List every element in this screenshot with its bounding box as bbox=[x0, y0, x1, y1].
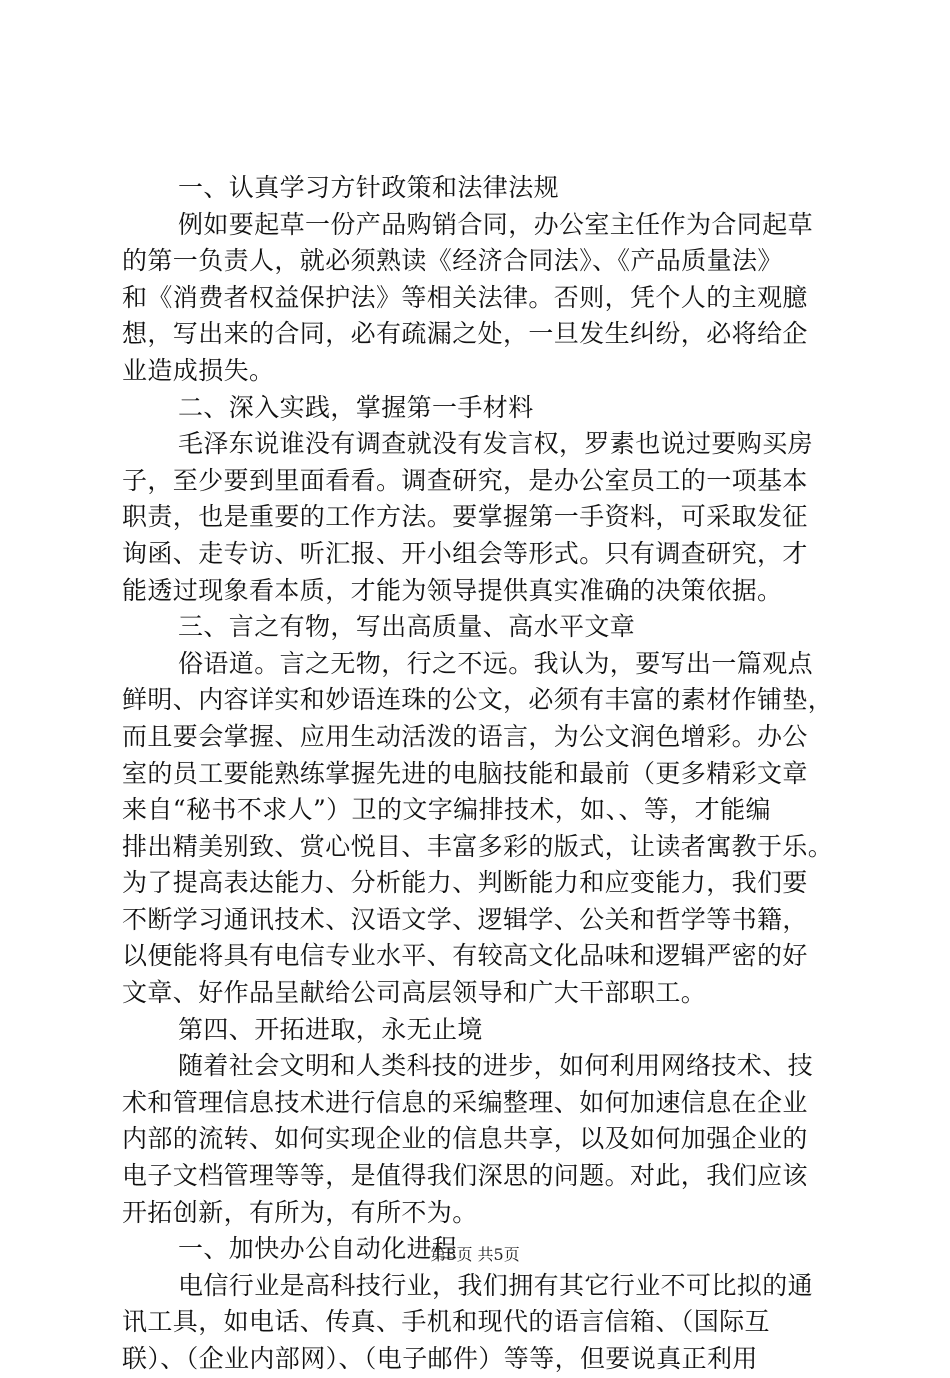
paragraph-line-first: 俗语道。言之无物，行之不远。我认为，要写出一篇观点 bbox=[178, 648, 814, 678]
paragraph-line: 为了提高表达能力、分析能力、判断能力和应变能力，我们要 bbox=[122, 868, 808, 898]
paragraph-line-first: 第四、开拓进取，永无止境 bbox=[178, 1014, 483, 1044]
paragraph-line-first: 三、言之有物，写出高质量、高水平文章 bbox=[178, 612, 636, 642]
paragraph-line-first: 电信行业是高科技行业，我们拥有其它行业不可比拟的通 bbox=[178, 1270, 814, 1300]
paragraph-line: 鲜明、内容详实和妙语连珠的公文，必须有丰富的素材作铺垫， bbox=[122, 685, 834, 715]
paragraph-line-first: 一、认真学习方针政策和法律法规 bbox=[178, 173, 560, 202]
paragraph-line: 职责，也是重要的工作方法。要掌握第一手资料，可采取发征 bbox=[122, 502, 808, 532]
paragraph-line-first: 一、加快办公自动化进程 bbox=[178, 1234, 458, 1264]
paragraph-line-first: 随着社会文明和人类科技的进步，如何利用网络技术、技 bbox=[178, 1051, 814, 1081]
paragraph-line: 的第一负责人，就必须熟读《经济合同法》、《产品质量法》 bbox=[122, 246, 783, 276]
paragraph-line: 联）、（企业内部网）、（电子邮件）等等，但要说真正利用 bbox=[122, 1344, 758, 1373]
paragraph-line: 业造成损失。 bbox=[122, 355, 275, 385]
paragraph-line: 排出精美别致、赏心悦目、丰富多彩的版式，让读者寓教于乐。 bbox=[122, 831, 834, 861]
paragraph-line: 文章、好作品呈献给公司高层领导和广大干部职工。 bbox=[122, 978, 707, 1008]
paragraph-line: 而且要会掌握、应用生动活泼的语言，为公文润色增彩。办公 bbox=[122, 721, 808, 751]
paragraph-line: 不断学习通讯技术、汉语文学、逻辑学、公关和哲学等书籍， bbox=[122, 904, 808, 934]
paragraph-line-first: 毛泽东说谁没有调查就没有发言权，罗素也说过要购买房 bbox=[178, 429, 814, 459]
paragraph-line: 以便能将具有电信专业水平、有较高文化品味和逻辑严密的好 bbox=[122, 941, 808, 971]
paragraph-line-first: 例如要起草一份产品购销合同，办公室主任作为合同起草 bbox=[178, 209, 814, 239]
paragraph-line: 开拓创新，有所为，有所不为。 bbox=[122, 1197, 478, 1227]
document-body bbox=[122, 170, 842, 1378]
paragraph-line: 想，写出来的合同，必有疏漏之处，一旦发生纠纷，必将给企 bbox=[122, 319, 808, 349]
page-footer: 第3页 共5页 bbox=[430, 1245, 520, 1264]
paragraph-line: 讯工具，如电话、传真、手机和现代的语言信箱、（国际互 bbox=[122, 1307, 770, 1337]
paragraph-line: 术和管理信息技术进行信息的采编整理、如何加速信息在企业 bbox=[122, 1087, 808, 1117]
paragraph-line: 室的员工要能熟练掌握先进的电脑技能和最前（更多精彩文章 bbox=[122, 758, 808, 788]
paragraph-line: 子，至少要到里面看看。调查研究，是办公室员工的一项基本 bbox=[122, 465, 808, 495]
paragraph-line: 询函、走专访、听汇报、开小组会等形式。只有调查研究，才 bbox=[122, 538, 808, 568]
paragraph-line-first: 二、深入实践，掌握第一手材料 bbox=[178, 392, 534, 422]
paragraph-line: 能透过现象看本质，才能为领导提供真实准确的决策依据。 bbox=[122, 575, 783, 605]
paragraph-line: 来自“秘书不求人”）卫的文字编排技术，如、、等，才能编 bbox=[122, 795, 771, 825]
paragraph-line: 和《消费者权益保护法》等相关法律。否则，凭个人的主观臆 bbox=[122, 282, 808, 312]
paragraph-line: 内部的流转、如何实现企业的信息共享，以及如何加强企业的 bbox=[122, 1124, 808, 1154]
paragraph-line: 电子文档管理等等，是值得我们深思的问题。对此，我们应该 bbox=[122, 1161, 808, 1191]
